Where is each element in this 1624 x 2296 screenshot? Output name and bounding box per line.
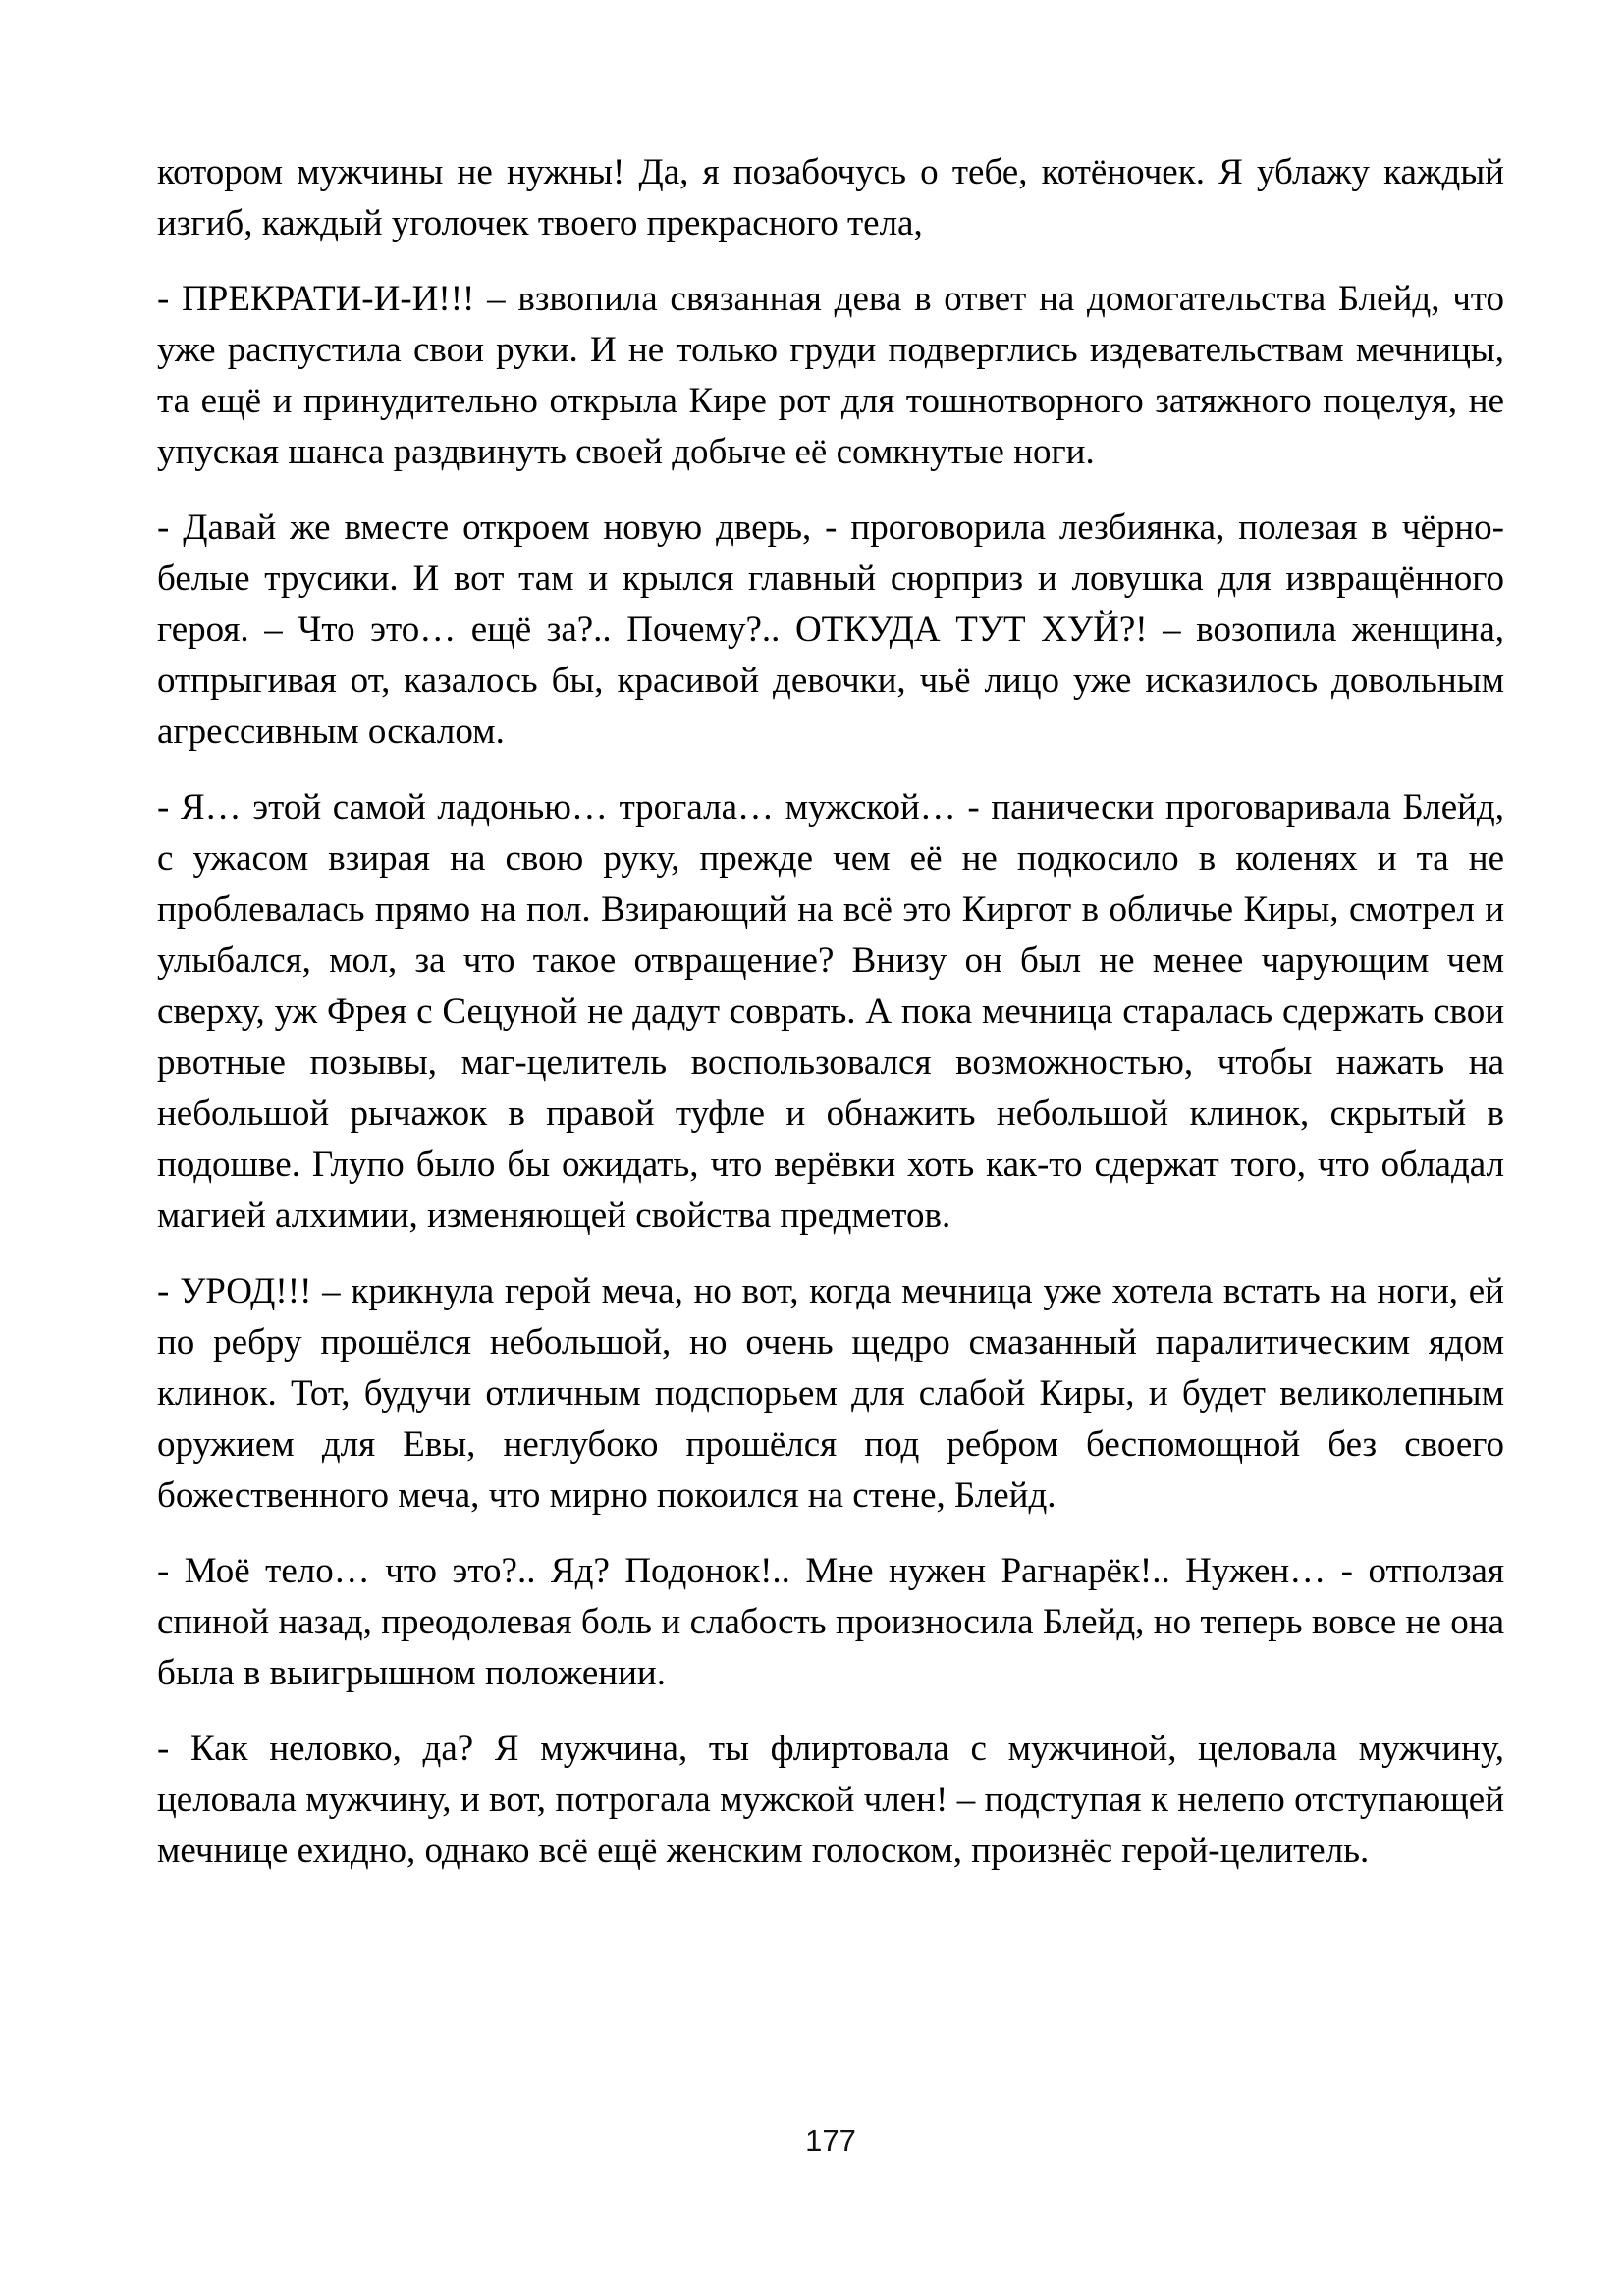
paragraph: - Я… этой самой ладонью… трогала… мужской… - панически проговаривала Блейд, с ужасом взирая на свою руку, прежде чем её не подкосило в коленях и та не проблевалась прямо на пол. Взирающий на всё это Киргот в обличье Киры, смотрел и улыбался, мол, за что такое отвращение? Внизу он был не менее чарующим чем сверху, уж Фрея с Сецуной не дадут соврать. А пока мечница старалась сдержать свои рвотные позывы, маг-целитель воспользовался возможностью, чтобы нажать на небольшой рычажок в правой туфле и обнажить небольшой клинок, скрытый в подошве. Глупо было бы ожидать, что верёвки хоть как-то сдержат того, что обладал магией алхимии, изменяющей свойства предметов. [157,787,1504,1236]
text-block [157,147,1504,1901]
paragraph: - Моё тело… что это?.. Яд? Подонок!.. Мне нужен Рагнарёк!.. Нужен… - отползая спиной назад, преодолевая боль и слабость произносила Блейд, но теперь вовсе не она была в выигрышном положении. [157,1551,1504,1693]
paragraph: - УРОД!!! – крикнула герой меча, но вот, когда мечница уже хотела встать на ноги, ей по ребру прошёлся небольшой, но очень щедро смазанный паралитическим ядом клинок. Тот, будучи отличным подспорьем для слабой Киры, и будет великолепным оружием для Евы, неглубоко прошёлся под ребром беспомощной без своего божественного меча, что мирно покоился на стене, Блейд. [157,1271,1504,1516]
paragraph: котором мужчины не нужны! Да, я позабочусь о тебе, котёночек. Я ублажу каждый изгиб, каждый уголочек твоего прекрасного тела, [157,152,1504,243]
paragraph: - Давай же вместе откроем новую дверь, - проговорила лезбиянка, полезая в чёрно-белые трусики. И вот там и крылся главный сюрприз и ловушка для извращённого героя. – Что это… ещё за?.. Почему?.. ОТКУДА ТУТ ХУЙ?! – возопила женщина, отпрыгивая от, казалось бы, красивой девочки, чьё лицо уже исказилось довольным агрессивным оскалом. [157,507,1504,752]
page-number: 177 [805,2123,856,2158]
paragraph: - Как неловко, да? Я мужчина, ты флиртовала с мужчиной, целовала мужчину, целовала мужчину, и вот, потрогала мужской член! – подступая к нелепо отступающей мечнице ехидно, однако всё ещё женским голоском, произнёс герой-целитель. [157,1729,1504,1871]
paragraph: - ПРЕКРАТИ-И-И!!! – взвопила связанная дева в ответ на домогательства Блейд, что уже распустила свои руки. И не только груди подверглись издевательствам мечницы, та ещё и принудительно открыла Кире рот для тошнотворного затяжного поцелуя, не упуская шанса раздвинуть своей добыче её сомкнутые ноги. [157,279,1504,472]
